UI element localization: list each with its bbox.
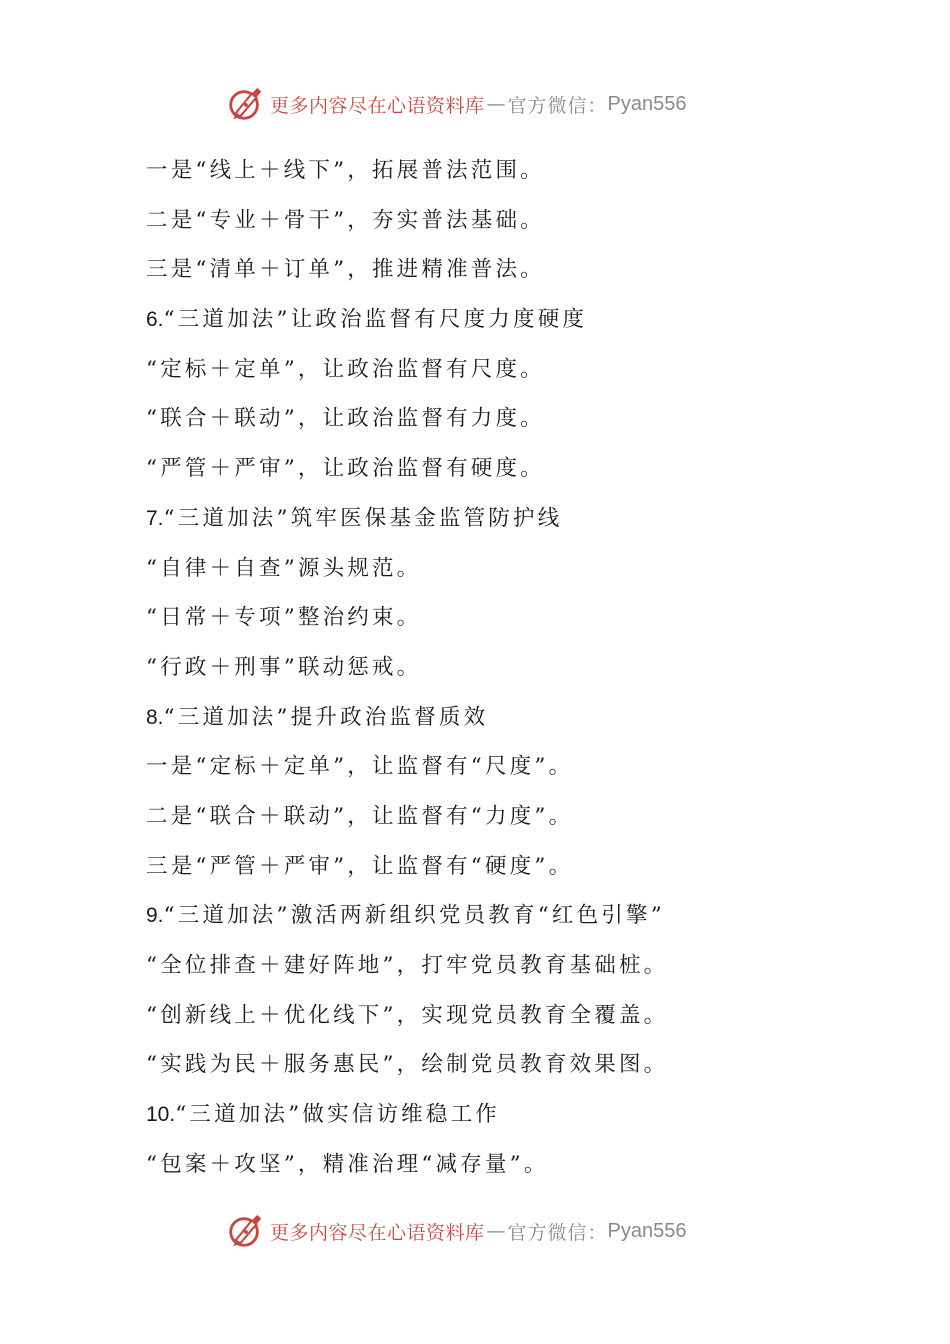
watermark-text: 更多内容尽在心语资料库 [270, 94, 485, 117]
text-line: “创新线上＋优化线下”，实现党员教育全覆盖。 [146, 1002, 669, 1028]
text-line: “联合＋联动”，让政治监督有力度。 [146, 406, 545, 432]
text-line: 一是“线上＋线下”，拓展普法范围。 [146, 158, 545, 183]
text-line: “实践为民＋服务惠民”，绘制党员教育效果图。 [146, 1052, 669, 1078]
text-line: “严管＋严审”，让政治监督有硬度。 [146, 456, 545, 482]
section-heading: 10.“三道加法”做实信访维稳工作 [146, 1102, 500, 1128]
text-line: “自律＋自查”源头规范。 [146, 555, 422, 581]
text-line: “日常＋专项”整治约束。 [146, 605, 422, 631]
text-line: “全位排查＋建好阵地”，打牢党员教育基础桩。 [146, 953, 669, 978]
section-heading: 6.“三道加法”让政治监督有尺度力度硬度 [146, 307, 588, 333]
text-line: 一是“定标＋定单”，让监督有“尺度”。 [146, 754, 574, 780]
watermark-wechat-id: Pyan556 [607, 1219, 687, 1242]
document-body [146, 146, 866, 1189]
pen-nib-circle-icon [226, 85, 264, 123]
text-line: “包案＋攻坚”，精准治理“减存量”。 [146, 1151, 549, 1177]
pen-nib-circle-icon [226, 1212, 264, 1250]
text-line: “行政＋刑事”联动惩戒。 [146, 654, 422, 680]
watermark-text: 更多内容尽在心语资料库 [270, 1221, 485, 1244]
watermark-wechat-id: Pyan556 [607, 92, 687, 115]
section-heading: 9.“三道加法”激活两新组织党员教育“红色引擎” [146, 903, 665, 929]
text-line: “定标＋定单”，让政治监督有尺度。 [146, 356, 545, 382]
text-line: 三是“清单＋订单”，推进精准普法。 [146, 257, 545, 283]
text-line: 三是“严管＋严审”，让监督有“硬度”。 [146, 853, 574, 879]
watermark-dash: — [486, 1220, 506, 1242]
section-heading: 7.“三道加法”筑牢医保基金监管防护线 [146, 505, 563, 531]
watermark-dash: — [486, 93, 506, 115]
section-heading: 8.“三道加法”提升政治监督质效 [146, 704, 489, 730]
text-line: 二是“专业＋骨干”，夯实普法基础。 [146, 207, 545, 233]
watermark-label: 官方微信： [507, 1221, 608, 1244]
watermark-label: 官方微信： [507, 94, 608, 117]
header-watermark [226, 84, 746, 124]
text-line: 二是“联合＋联动”，让监督有“力度”。 [146, 803, 574, 829]
footer-watermark [226, 1211, 746, 1251]
